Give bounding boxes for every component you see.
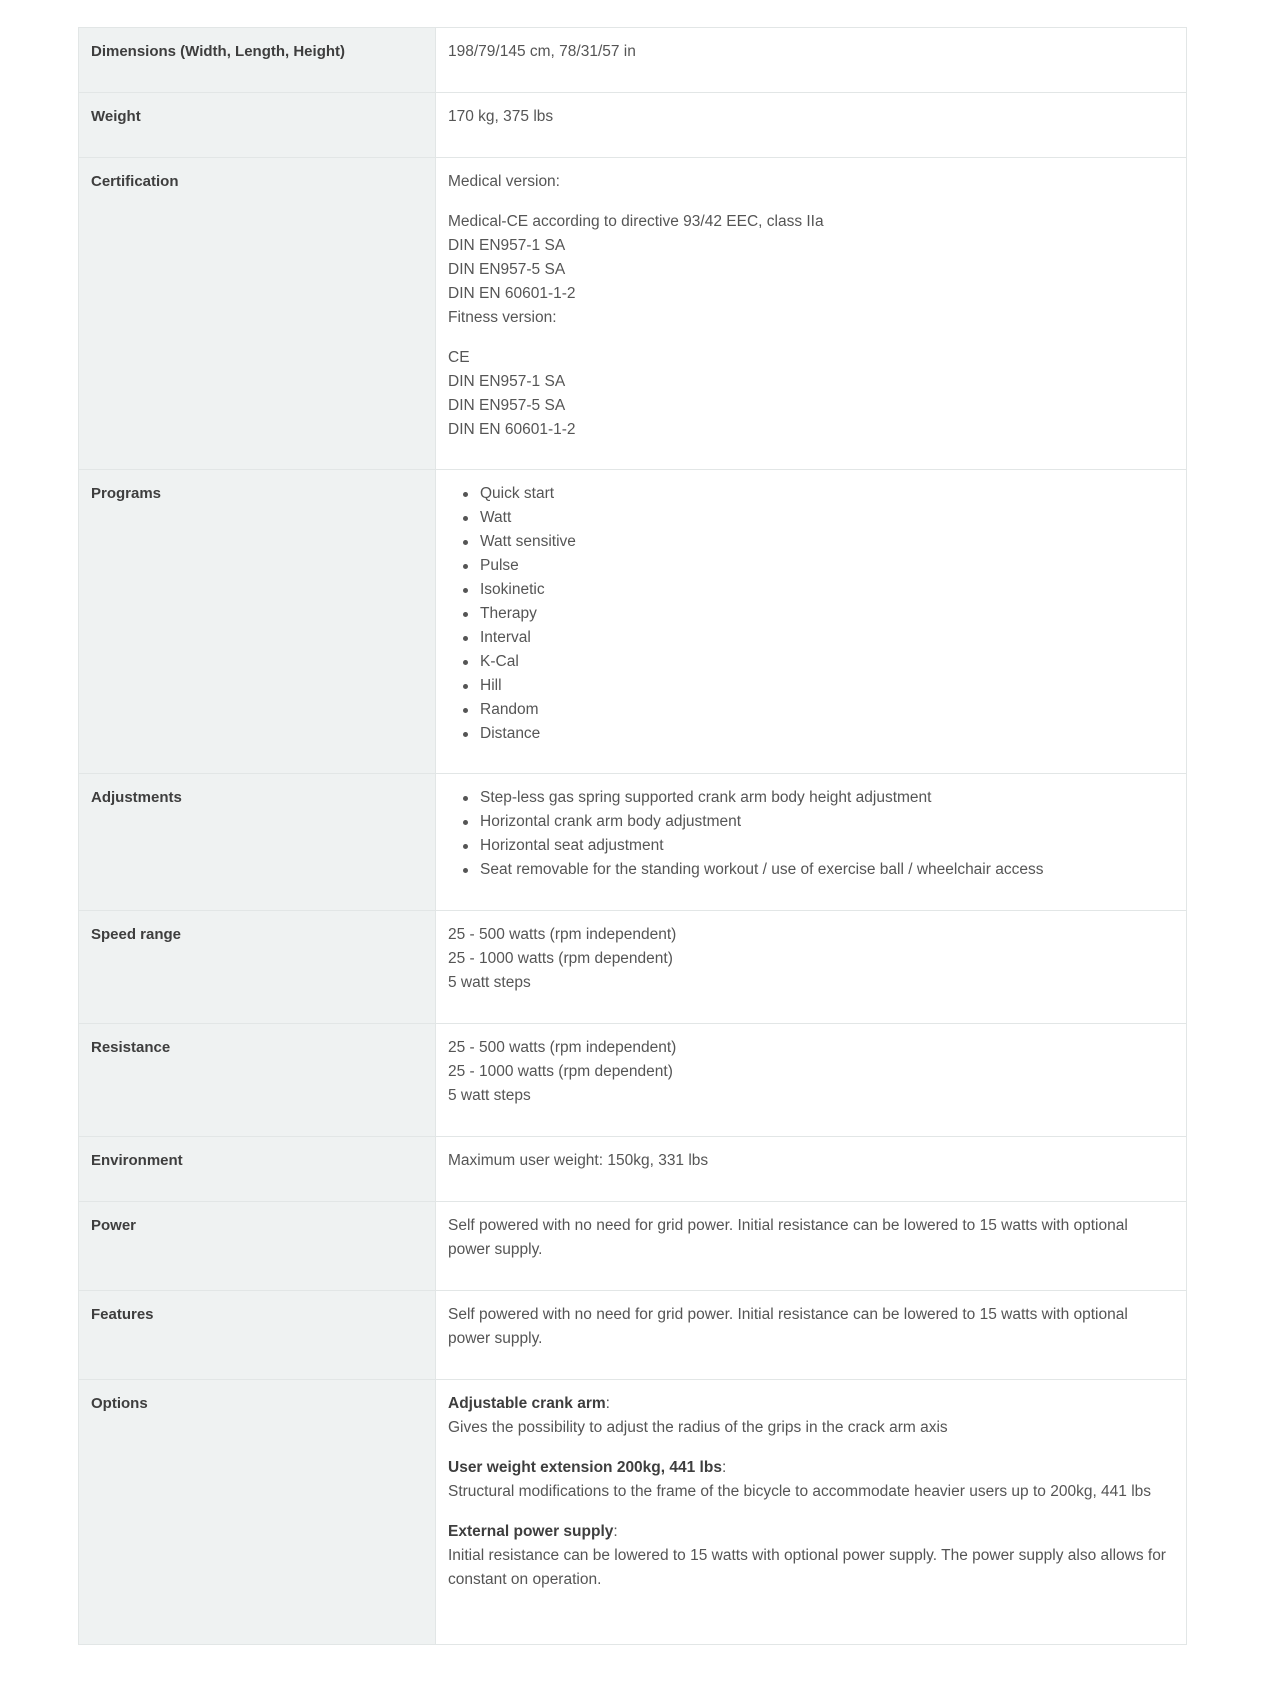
programs-list <box>448 482 1174 746</box>
option-item: User weight extension 200kg, 441 lbs: Structural modifications to the frame of the bicycle to accommodate heavier users up to 200kg, 441 lbs <box>448 1459 1152 1500</box>
option-title: Adjustable crank arm <box>448 1395 606 1412</box>
option-title: External power supply <box>448 1523 614 1540</box>
row-value <box>436 911 1187 1024</box>
table-row <box>79 1024 1187 1137</box>
list-item: Quick start <box>480 482 1174 506</box>
row-label: Environment <box>79 1137 436 1202</box>
row-label: Weight <box>79 93 436 158</box>
weight-value: 170 kg, 375 lbs <box>448 108 554 125</box>
list-item: DIN EN 60601-1-2 <box>448 421 576 438</box>
option-text: Initial resistance can be lowered to 15 watts with optional power supply. The power supply also allows for constant on operation. <box>448 1547 1166 1588</box>
row-value <box>436 1380 1187 1645</box>
row-value <box>436 1202 1187 1291</box>
power-value: Self powered with no need for grid power. Initial resistance can be lowered to 15 watts with optional power supply. <box>448 1217 1128 1258</box>
option-item: Adjustable crank arm: Gives the possibility to adjust the radius of the grips in the crack arm axis <box>448 1395 948 1436</box>
row-value <box>436 1137 1187 1202</box>
row-label: Resistance <box>79 1024 436 1137</box>
medical-heading: Medical version: <box>448 173 560 190</box>
list-item: CE <box>448 349 470 366</box>
option-text: Structural modifications to the frame of the bicycle to accommodate heavier users up to 200kg, 441 lbs <box>448 1483 1152 1500</box>
speed-range-lines <box>448 923 1174 995</box>
table-row <box>79 911 1187 1024</box>
list-item: Watt <box>480 506 1174 530</box>
list-item: DIN EN957-5 SA <box>448 397 566 414</box>
list-item: Isokinetic <box>480 578 1174 602</box>
fitness-heading: Fitness version: <box>448 309 557 326</box>
row-value <box>436 93 1187 158</box>
list-item: Medical-CE according to directive 93/42 EEC, class IIa <box>448 213 824 230</box>
text-line: 25 - 1000 watts (rpm dependent) <box>448 1063 673 1080</box>
row-label: Programs <box>79 470 436 774</box>
list-item: Step-less gas spring supported crank arm body height adjustment <box>480 786 1174 810</box>
row-value <box>436 158 1187 470</box>
list-item: Hill <box>480 674 1174 698</box>
row-value <box>436 28 1187 93</box>
table-row <box>79 28 1187 93</box>
list-item: DIN EN957-5 SA <box>448 261 566 278</box>
table-row <box>79 1291 1187 1380</box>
list-item: Horizontal seat adjustment <box>480 834 1174 858</box>
environment-value: Maximum user weight: 150kg, 331 lbs <box>448 1152 709 1169</box>
features-value: Self powered with no need for grid power. Initial resistance can be lowered to 15 watts with optional power supply. <box>448 1306 1128 1347</box>
spec-table <box>78 27 1187 1645</box>
list-item: Horizontal crank arm body adjustment <box>480 810 1174 834</box>
text-line: 5 watt steps <box>448 1087 531 1104</box>
fitness-list <box>448 346 1174 442</box>
table-row <box>79 470 1187 774</box>
list-item: Watt sensitive <box>480 530 1174 554</box>
list-item: Seat removable for the standing workout / use of exercise ball / wheelchair access <box>480 858 1174 882</box>
dimensions-value: 198/79/145 cm, 78/31/57 in <box>448 43 636 60</box>
row-label: Power <box>79 1202 436 1291</box>
table-row <box>79 1380 1187 1645</box>
text-line: 25 - 500 watts (rpm independent) <box>448 1039 677 1056</box>
list-item: DIN EN957-1 SA <box>448 237 566 254</box>
table-row <box>79 1202 1187 1291</box>
adjustments-list <box>448 786 1174 882</box>
row-value <box>436 1291 1187 1380</box>
resistance-lines <box>448 1036 1174 1108</box>
row-value <box>436 774 1187 911</box>
list-item: Random <box>480 698 1174 722</box>
row-label: Speed range <box>79 911 436 1024</box>
list-item: K-Cal <box>480 650 1174 674</box>
row-label: Features <box>79 1291 436 1380</box>
table-row <box>79 1137 1187 1202</box>
row-label: Dimensions (Width, Length, Height) <box>79 28 436 93</box>
row-label: Adjustments <box>79 774 436 911</box>
option-text: Gives the possibility to adjust the radius of the grips in the crack arm axis <box>448 1419 948 1436</box>
text-line: 5 watt steps <box>448 974 531 991</box>
text-line: 25 - 500 watts (rpm independent) <box>448 926 677 943</box>
list-item: DIN EN 60601-1-2 <box>448 285 576 302</box>
row-value <box>436 1024 1187 1137</box>
list-item: Distance <box>480 722 1174 746</box>
row-label: Options <box>79 1380 436 1645</box>
list-item: Pulse <box>480 554 1174 578</box>
list-item: Interval <box>480 626 1174 650</box>
list-item: Therapy <box>480 602 1174 626</box>
medical-list <box>448 210 1174 306</box>
row-value <box>436 470 1187 774</box>
table-row <box>79 774 1187 911</box>
text-line: 25 - 1000 watts (rpm dependent) <box>448 950 673 967</box>
list-item: DIN EN957-1 SA <box>448 373 566 390</box>
table-row <box>79 93 1187 158</box>
option-item: External power supply: Initial resistance can be lowered to 15 watts with optional power supply. The power supply also allows for constant on operation. <box>448 1523 1166 1588</box>
option-title: User weight extension 200kg, 441 lbs <box>448 1459 722 1476</box>
row-label: Certification <box>79 158 436 470</box>
table-row <box>79 158 1187 470</box>
